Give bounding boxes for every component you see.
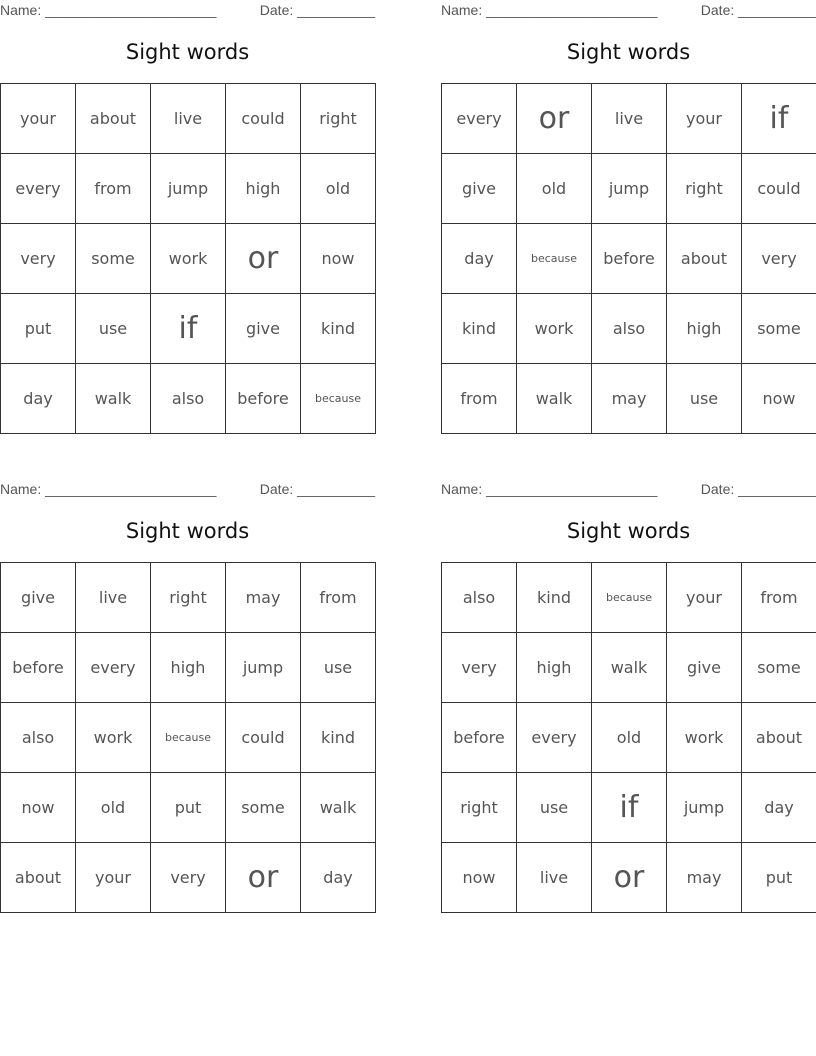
word-cell: high	[151, 633, 226, 703]
card-header	[0, 2, 375, 20]
name-field: Name: ______________________	[0, 481, 217, 497]
word-cell: your	[1, 84, 76, 154]
card-title: Sight words	[566, 40, 691, 64]
word-cell: day	[442, 224, 517, 294]
grid-row	[442, 843, 816, 913]
grid-row	[442, 563, 816, 633]
grid-row	[442, 703, 816, 773]
word-cell: also	[151, 364, 226, 434]
word-cell: about	[742, 703, 816, 773]
card-header	[441, 2, 816, 20]
grid-row	[442, 633, 816, 703]
card-title: Sight words	[125, 519, 250, 543]
word-cell: because	[301, 364, 376, 434]
word-cell: before	[226, 364, 301, 434]
word-cell: or	[517, 84, 592, 154]
word-cell: now	[301, 224, 376, 294]
grid-row	[442, 364, 816, 434]
word-cell: right	[442, 773, 517, 843]
word-cell: walk	[301, 773, 376, 843]
word-cell: give	[442, 154, 517, 224]
grid-row	[1, 843, 376, 913]
card-header	[441, 481, 816, 499]
word-cell: give	[667, 633, 742, 703]
word-cell: could	[226, 84, 301, 154]
grid-row	[1, 563, 376, 633]
word-cell: or	[226, 843, 301, 913]
date-field: Date: __________	[259, 481, 375, 497]
grid-row	[1, 703, 376, 773]
word-cell: very	[742, 224, 816, 294]
word-grid	[441, 562, 816, 913]
word-cell: before	[1, 633, 76, 703]
word-cell: before	[592, 224, 667, 294]
word-grid	[441, 83, 816, 434]
word-grid	[0, 562, 376, 913]
word-cell: some	[226, 773, 301, 843]
word-cell: from	[742, 563, 816, 633]
word-cell: may	[226, 563, 301, 633]
date-field: Date: __________	[700, 481, 816, 497]
word-cell: every	[76, 633, 151, 703]
word-cell: jump	[667, 773, 742, 843]
word-cell: walk	[76, 364, 151, 434]
word-cell: jump	[151, 154, 226, 224]
bingo-card-2	[441, 0, 816, 435]
word-cell: kind	[442, 294, 517, 364]
word-cell: old	[76, 773, 151, 843]
date-field: Date: __________	[700, 2, 816, 18]
card-title: Sight words	[125, 40, 250, 64]
word-cell: very	[1, 224, 76, 294]
word-cell: work	[151, 224, 226, 294]
grid-row	[1, 773, 376, 843]
word-cell: about	[667, 224, 742, 294]
word-cell: very	[151, 843, 226, 913]
word-cell: jump	[226, 633, 301, 703]
grid-row	[442, 84, 816, 154]
word-cell: before	[442, 703, 517, 773]
word-cell: use	[667, 364, 742, 434]
word-cell: kind	[301, 294, 376, 364]
word-cell: live	[151, 84, 226, 154]
word-cell: some	[742, 633, 816, 703]
word-cell: every	[1, 154, 76, 224]
grid-row	[1, 84, 376, 154]
word-cell: walk	[592, 633, 667, 703]
grid-row	[442, 773, 816, 843]
word-cell: if	[742, 84, 816, 154]
word-cell: use	[76, 294, 151, 364]
grid-row	[1, 154, 376, 224]
word-cell: work	[76, 703, 151, 773]
word-cell: or	[226, 224, 301, 294]
word-cell: day	[742, 773, 816, 843]
word-cell: use	[517, 773, 592, 843]
word-cell: because	[517, 224, 592, 294]
word-cell: right	[301, 84, 376, 154]
word-cell: because	[151, 703, 226, 773]
word-cell: day	[1, 364, 76, 434]
grid-row	[442, 294, 816, 364]
word-cell: about	[1, 843, 76, 913]
word-cell: right	[151, 563, 226, 633]
word-cell: put	[1, 294, 76, 364]
word-cell: give	[1, 563, 76, 633]
word-cell: work	[667, 703, 742, 773]
word-cell: now	[742, 364, 816, 434]
word-cell: now	[1, 773, 76, 843]
word-cell: live	[592, 84, 667, 154]
card-title: Sight words	[566, 519, 691, 543]
word-cell: your	[667, 84, 742, 154]
word-cell: use	[301, 633, 376, 703]
word-cell: kind	[301, 703, 376, 773]
word-cell: old	[301, 154, 376, 224]
name-field: Name: ______________________	[441, 481, 658, 497]
word-cell: if	[151, 294, 226, 364]
word-cell: could	[226, 703, 301, 773]
grid-row	[442, 154, 816, 224]
word-cell: very	[442, 633, 517, 703]
word-cell: every	[442, 84, 517, 154]
word-cell: kind	[517, 563, 592, 633]
word-cell: put	[151, 773, 226, 843]
bingo-card-1	[0, 0, 375, 435]
bingo-card-3	[0, 479, 375, 914]
word-cell: from	[442, 364, 517, 434]
word-cell: high	[667, 294, 742, 364]
name-field: Name: ______________________	[441, 2, 658, 18]
word-cell: from	[76, 154, 151, 224]
word-cell: if	[592, 773, 667, 843]
word-cell: because	[592, 563, 667, 633]
word-cell: high	[226, 154, 301, 224]
word-cell: or	[592, 843, 667, 913]
word-cell: walk	[517, 364, 592, 434]
word-cell: high	[517, 633, 592, 703]
word-cell: may	[592, 364, 667, 434]
word-cell: could	[742, 154, 816, 224]
word-cell: your	[667, 563, 742, 633]
word-cell: jump	[592, 154, 667, 224]
word-cell: about	[76, 84, 151, 154]
word-cell: day	[301, 843, 376, 913]
name-field: Name: ______________________	[0, 2, 217, 18]
word-cell: work	[517, 294, 592, 364]
word-cell: some	[76, 224, 151, 294]
word-cell: your	[76, 843, 151, 913]
word-cell: give	[226, 294, 301, 364]
grid-row	[1, 294, 376, 364]
word-cell: also	[1, 703, 76, 773]
card-header	[0, 481, 375, 499]
word-cell: old	[592, 703, 667, 773]
word-cell: also	[442, 563, 517, 633]
word-cell: every	[517, 703, 592, 773]
word-cell: also	[592, 294, 667, 364]
word-cell: right	[667, 154, 742, 224]
word-cell: live	[76, 563, 151, 633]
word-cell: put	[742, 843, 816, 913]
word-cell: old	[517, 154, 592, 224]
word-cell: some	[742, 294, 816, 364]
bingo-card-4	[441, 479, 816, 914]
date-field: Date: __________	[259, 2, 375, 18]
word-cell: now	[442, 843, 517, 913]
word-cell: may	[667, 843, 742, 913]
grid-row	[1, 633, 376, 703]
word-cell: live	[517, 843, 592, 913]
grid-row	[442, 224, 816, 294]
word-cell: from	[301, 563, 376, 633]
word-grid	[0, 83, 376, 434]
grid-row	[1, 224, 376, 294]
grid-row	[1, 364, 376, 434]
